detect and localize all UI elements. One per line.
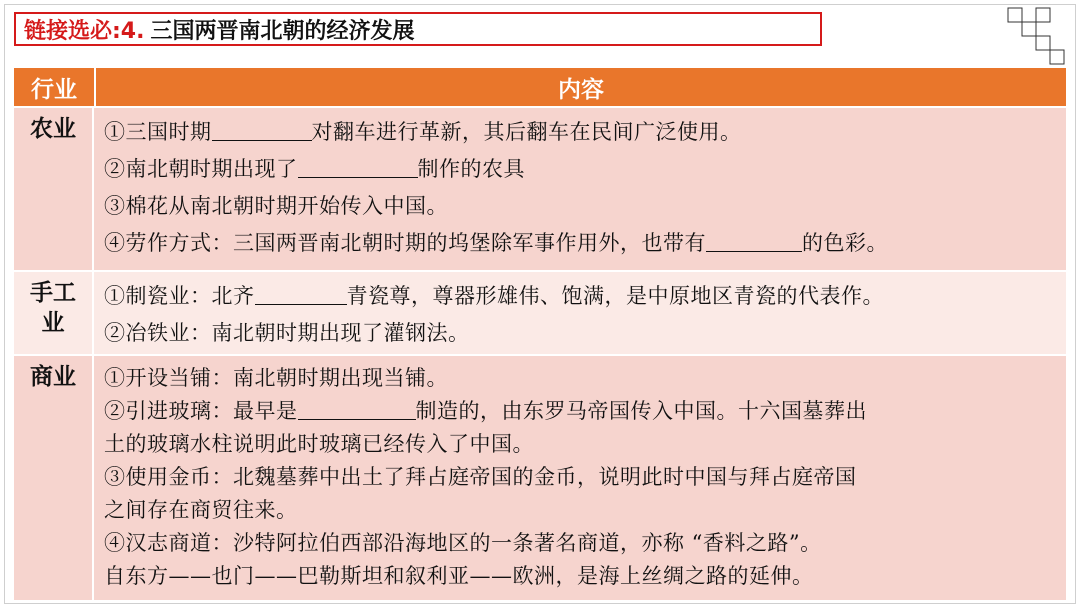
- line-text: ②引进玻璃：最早是: [104, 399, 298, 423]
- title-prefix: 链接选必:4.: [24, 18, 145, 44]
- line-text: ③使用金币：北魏墓葬中出土了拜占庭帝国的金币，说明此时中国与拜占庭帝国: [104, 465, 857, 489]
- category-commerce: 商业: [14, 356, 94, 600]
- list-item: [104, 278, 1066, 315]
- list-item: [104, 560, 1066, 593]
- line-text: 制造的，由东罗马帝国传入中国。十六国墓葬出: [415, 399, 867, 423]
- line-text: 土的玻璃水柱说明此时玻璃已经传入了中国。: [104, 432, 534, 456]
- line-text: 青瓷尊，尊器形雄伟、饱满，是中原地区青瓷的代表作。: [346, 284, 884, 308]
- list-item: [104, 114, 1066, 151]
- economy-table: [14, 68, 1066, 600]
- title-main: 三国两晋南北朝的经济发展: [150, 18, 415, 44]
- line-text: 的色彩。: [802, 231, 888, 255]
- line-text: 之间存在商贸往来。: [104, 498, 298, 522]
- header-category: 行业: [14, 68, 96, 106]
- category-line: 手工: [30, 280, 76, 306]
- line-text: ①制瓷业：北齐: [104, 284, 255, 308]
- content-commerce: [94, 356, 1066, 600]
- line-text: 自东方——也门——巴勒斯坦和叙利亚——欧洲，是海上丝绸之路的延伸。: [104, 564, 814, 588]
- table-row-commerce: [14, 354, 1066, 600]
- line-text: ④汉志商道：沙特阿拉伯西部沿海地区的一条著名商道，亦称 “香料之路”。: [104, 531, 822, 555]
- line-text: 制作的农具: [417, 157, 525, 181]
- list-item: [104, 494, 1066, 527]
- list-item: [104, 225, 1066, 262]
- category-handicraft: [14, 272, 94, 354]
- line-text: ③棉花从南北朝时期开始传入中国。: [104, 194, 448, 218]
- header-content: 内容: [558, 76, 604, 103]
- content-handicraft: [94, 272, 1066, 354]
- table-row-handicraft: [14, 270, 1066, 354]
- fill-blank: [212, 118, 312, 141]
- table-row-agriculture: [14, 106, 1066, 270]
- list-item: [104, 315, 1066, 352]
- line-text: ②冶铁业：南北朝时期出现了灌钢法。: [104, 321, 470, 345]
- fill-blank: [298, 397, 416, 420]
- line-text: ④劳作方式：三国两晋南北朝时期的坞堡除军事作用外，也带有: [104, 231, 706, 255]
- line-text: ①三国时期: [104, 120, 212, 144]
- list-item: [104, 428, 1066, 461]
- list-item: [104, 362, 1066, 395]
- line-text: ②南北朝时期出现了: [104, 157, 298, 181]
- content-agriculture: [94, 108, 1066, 270]
- list-item: [104, 188, 1066, 225]
- title-box: [14, 12, 822, 46]
- line-text: ①开设当铺：南北朝时期出现当铺。: [104, 366, 448, 390]
- line-text: 对翻车进行革新，其后翻车在民间广泛使用。: [311, 120, 742, 144]
- list-item: [104, 151, 1066, 188]
- list-item: [104, 395, 1066, 428]
- corner-decoration-icon: [1006, 6, 1070, 70]
- list-item: [104, 527, 1066, 560]
- list-item: [104, 461, 1066, 494]
- category-line: 业: [41, 310, 65, 336]
- category-agriculture: 农业: [14, 108, 94, 270]
- fill-blank: [298, 155, 418, 178]
- fill-blank: [706, 229, 802, 252]
- fill-blank: [255, 282, 347, 305]
- table-header: [14, 68, 1066, 106]
